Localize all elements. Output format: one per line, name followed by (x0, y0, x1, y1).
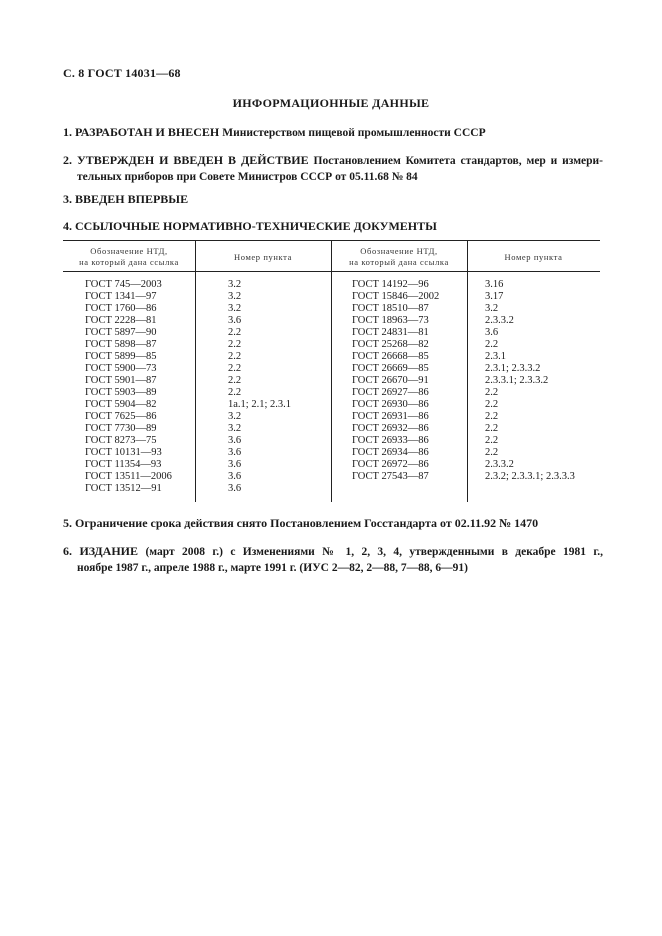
table-cell-doc: ГОСТ 26931—86 (352, 411, 429, 422)
table-cell-clause: 3.6 (228, 471, 242, 482)
table-cell-clause: 3.16 (485, 279, 504, 290)
table-cell-clause: 2.2 (485, 399, 499, 410)
left-num-column (228, 279, 291, 495)
table-cell-clause: 2.2 (228, 327, 242, 338)
table-cell-doc: ГОСТ 15846—2002 (352, 291, 440, 302)
table-cell-doc: ГОСТ 26670—91 (352, 375, 429, 386)
table-cell-clause: 3.6 (228, 459, 242, 470)
table-cell-doc: ГОСТ 27543—87 (352, 471, 429, 482)
item-1-lead: 1. РАЗРАБОТАН И ВНЕСЕН (63, 125, 220, 139)
table-cell-clause: 2.2 (485, 435, 499, 446)
item-2-text: Постановлением Комитета стандартов, мер и измери- (313, 155, 603, 167)
table-cell-doc: ГОСТ 14192—96 (352, 279, 429, 290)
item-2 (63, 152, 603, 185)
table-cell-clause: 2.2 (228, 339, 242, 350)
table-cell-clause: 2.2 (228, 351, 242, 362)
table-cell-doc: ГОСТ 26927—86 (352, 387, 429, 398)
table-cell-doc: ГОСТ 26930—86 (352, 399, 429, 410)
item-2-line-1 (63, 152, 603, 169)
table-cell-doc: ГОСТ 18510—87 (352, 303, 429, 314)
table-cell-clause: 3.6 (228, 435, 242, 446)
table-cell-doc: ГОСТ 26934—86 (352, 447, 429, 458)
table-cell-clause: 3.2 (228, 291, 242, 302)
item-6-lead: 6. ИЗДАНИЕ (63, 544, 138, 558)
references-table (63, 240, 600, 502)
table-cell-clause: 2.2 (485, 423, 499, 434)
item-4 (63, 218, 603, 234)
table-cell-doc: ГОСТ 7625—86 (85, 411, 157, 422)
table-cell-doc: ГОСТ 1760—86 (85, 303, 157, 314)
table-cell-clause: 3.2 (228, 411, 242, 422)
table-cell-doc: ГОСТ 2228—81 (85, 315, 157, 326)
item-4-lead: 4. ССЫЛОЧНЫЕ НОРМАТИВНО-ТЕХНИЧЕСКИЕ ДОКУМЕНТЫ (63, 219, 437, 233)
page-header: С. 8 ГОСТ 14031—68 (63, 66, 181, 80)
table-cell-doc: ГОСТ 5897—90 (85, 327, 157, 338)
table-cell-doc: ГОСТ 26669—85 (352, 363, 429, 374)
item-5 (63, 515, 603, 531)
table-cell-clause: 3.2 (228, 303, 242, 314)
table-cell-clause: 3.17 (485, 291, 504, 302)
table-cell-clause: 2.2 (228, 387, 242, 398)
table-cell-clause: 2.3.1 (485, 351, 506, 362)
item-6-line-2: ноябре 1987 г., апреле 1988 г., марте 1991 г. (ИУС 2—82, 2—88, 7—88, 6—91) (77, 562, 468, 574)
item-2-lead: 2. УТВЕРЖДЕН И ВВЕДЕН В ДЕЙСТВИЕ (63, 153, 309, 167)
item-1-text: Министерством пищевой промышленности СССР (222, 127, 486, 139)
item-2-line-2: тельных приборов при Совете Министров СССР от 05.11.68 № 84 (77, 171, 418, 183)
table-cell-clause: 3.6 (228, 447, 242, 458)
col-header-doc-left: Обозначение НТД, на который дана ссылка (79, 246, 179, 267)
table-cell-doc: ГОСТ 10131—93 (85, 447, 162, 458)
table-cell-clause: 2.3.3.2 (485, 315, 514, 326)
table-cell-doc: ГОСТ 5904—82 (85, 399, 157, 410)
item-6 (63, 543, 603, 576)
right-doc-column (352, 279, 439, 483)
col-header-doc-right: Обозначение НТД, на который дана ссылка (349, 246, 449, 267)
section-title: ИНФОРМАЦИОННЫЕ ДАННЫЕ (232, 96, 430, 110)
table-cell-doc: ГОСТ 8273—75 (85, 435, 157, 446)
table-cell-clause: 3.6 (485, 327, 499, 338)
table-cell-doc: ГОСТ 745—2003 (85, 279, 162, 290)
col-header-num-right: Номер пункта (504, 251, 563, 262)
table-cell-doc: ГОСТ 26668—85 (352, 351, 429, 362)
table-cell-doc: ГОСТ 11354—93 (85, 459, 162, 470)
table-cell-clause: 2.2 (485, 447, 499, 458)
table-cell-clause: 3.2 (485, 303, 499, 314)
table-cell-doc: ГОСТ 26933—86 (352, 435, 429, 446)
table-cell-doc: ГОСТ 13512—91 (85, 483, 162, 494)
table-cell-clause: 1а.1; 2.1; 2.3.1 (228, 399, 291, 410)
table-cell-doc: ГОСТ 5903—89 (85, 387, 157, 398)
table-cell-doc: ГОСТ 5898—87 (85, 339, 157, 350)
col-header-num-left: Номер пункта (234, 251, 292, 262)
item-5-lead: 5. Ограничение срока действия снято Постановлением Госстандарта от 02.11.92 № 1470 (63, 516, 539, 530)
table-cell-doc: ГОСТ 24831—81 (352, 327, 429, 338)
table-cell-doc: ГОСТ 18963—73 (352, 315, 429, 326)
table-cell-clause: 3.2 (228, 279, 242, 290)
table-divider (331, 240, 332, 502)
table-cell-doc: ГОСТ 26932—86 (352, 423, 429, 434)
item-3 (63, 191, 603, 207)
left-doc-column (85, 279, 172, 495)
table-cell-clause: 2.3.3.1; 2.3.3.2 (485, 375, 549, 386)
table-cell-clause: 2.3.2; 2.3.3.1; 2.3.3.3 (485, 471, 575, 482)
table-cell-clause: 2.2 (485, 339, 499, 350)
table-divider (195, 240, 196, 502)
table-cell-clause: 2.2 (485, 411, 499, 422)
item-6-text: (март 2008 г.) с Изменениями № 1, 2, 3, 4, утвержденными в декабре 1981 г., (145, 546, 604, 558)
table-cell-clause: 2.3.1; 2.3.3.2 (485, 363, 541, 374)
table-cell-clause: 3.2 (228, 423, 242, 434)
table-cell-doc: ГОСТ 25268—82 (352, 339, 429, 350)
table-cell-doc: ГОСТ 5900—73 (85, 363, 157, 374)
table-cell-doc: ГОСТ 26972—86 (352, 459, 429, 470)
table-cell-clause: 3.6 (228, 315, 242, 326)
table-cell-doc: ГОСТ 5899—85 (85, 351, 157, 362)
table-cell-doc: ГОСТ 13511—2006 (85, 471, 172, 482)
item-6-line-1 (63, 543, 603, 560)
table-divider (467, 240, 468, 502)
table-cell-clause: 2.2 (228, 363, 242, 374)
item-3-lead: 3. ВВЕДЕН ВПЕРВЫЕ (63, 192, 189, 206)
right-num-column (485, 279, 575, 483)
table-cell-clause: 3.6 (228, 483, 242, 494)
table-cell-clause: 2.3.3.2 (485, 459, 514, 470)
table-cell-clause: 2.2 (485, 387, 499, 398)
table-cell-clause: 2.2 (228, 375, 242, 386)
table-cell-doc: ГОСТ 5901—87 (85, 375, 157, 386)
table-cell-doc: ГОСТ 7730—89 (85, 423, 157, 434)
item-1 (63, 124, 603, 141)
table-cell-doc: ГОСТ 1341—97 (85, 291, 157, 302)
